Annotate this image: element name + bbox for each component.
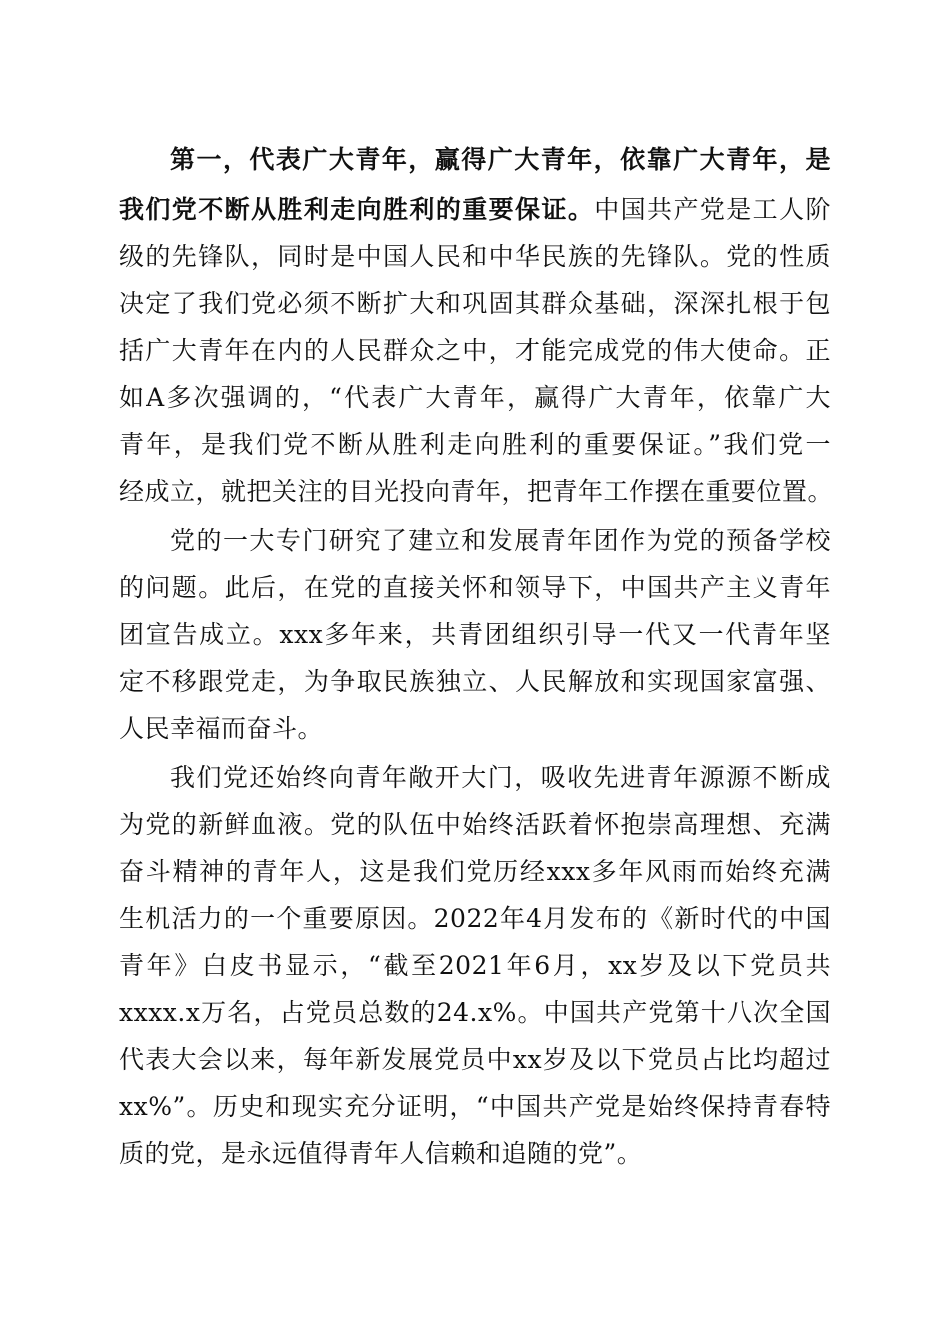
paragraph-2-line-4: 定不移跟党走，为争取民族独立、人民解放和实现国家富强、: [119, 667, 831, 696]
paragraph-1-line-6: 如A多次强调的，“代表广大青年，赢得广大青年，依靠广大: [119, 383, 831, 412]
paragraph-3-line-7: 代表大会以来，每年新发展党员中xx岁及以下党员占比均超过: [119, 1045, 831, 1074]
paragraph-3-line-5: 青年》白皮书显示，“截至2021年6月，xx岁及以下党员共: [119, 951, 831, 980]
paragraph-1-line-1: 第一，代表广大青年，赢得广大青年，依靠广大青年，是: [170, 145, 831, 174]
paragraph-2-line-5: 人民幸福而奋斗。: [119, 714, 324, 743]
paragraph-3-line-4: 生机活力的一个重要原因。2022年4月发布的《新时代的中国: [119, 904, 831, 933]
paragraph-3-line-1: 我们党还始终向青年敞开大门，吸收先进青年源源不断成: [170, 763, 831, 792]
paragraph-3-line-8: xx%”。历史和现实充分证明，“中国共产党是始终保持青春特: [119, 1092, 831, 1121]
paragraph-2-line-2: 的问题。此后，在党的直接关怀和领导下，中国共产主义青年: [119, 573, 831, 602]
paragraph-3-line-3: 奋斗精神的青年人，这是我们党历经xxx多年风雨而始终充满: [119, 857, 831, 886]
paragraph-1-line-5: 括广大青年在内的人民群众之中，才能完成党的伟大使命。正: [119, 336, 831, 365]
paragraph-2-line-1: 党的一大专门研究了建立和发展青年团作为党的预备学校: [170, 526, 831, 555]
paragraph-1-line-2: [119, 190, 831, 230]
paragraph-3-line-2: 为党的新鲜血液。党的队伍中始终活跃着怀抱崇高理想、充满: [119, 810, 831, 839]
paragraph-1-line-2-bold: 我们党不断从胜利走向胜利的重要保证。: [119, 195, 595, 224]
paragraph-3-line-6: xxxx.x万名，占党员总数的24.x%。中国共产党第十八次全国: [119, 998, 831, 1027]
paragraph-1-line-8: 经成立，就把关注的目光投向青年，把青年工作摆在重要位置。: [119, 477, 834, 506]
paragraph-1-line-2-rest: 中国共产党是工人阶: [594, 195, 831, 224]
paragraph-3-line-9: 质的党，是永远值得青年人信赖和追随的党”。: [119, 1139, 643, 1168]
paragraph-1-line-7: 青年，是我们党不断从胜利走向胜利的重要保证。”我们党一: [119, 430, 831, 459]
paragraph-1-line-4: 决定了我们党必须不断扩大和巩固其群众基础，深深扎根于包: [119, 289, 831, 318]
paragraph-2-line-3: 团宣告成立。xxx多年来，共青团组织引导一代又一代青年坚: [119, 620, 831, 649]
paragraph-1-line-3: 级的先锋队，同时是中国人民和中华民族的先锋队。党的性质: [119, 242, 831, 271]
